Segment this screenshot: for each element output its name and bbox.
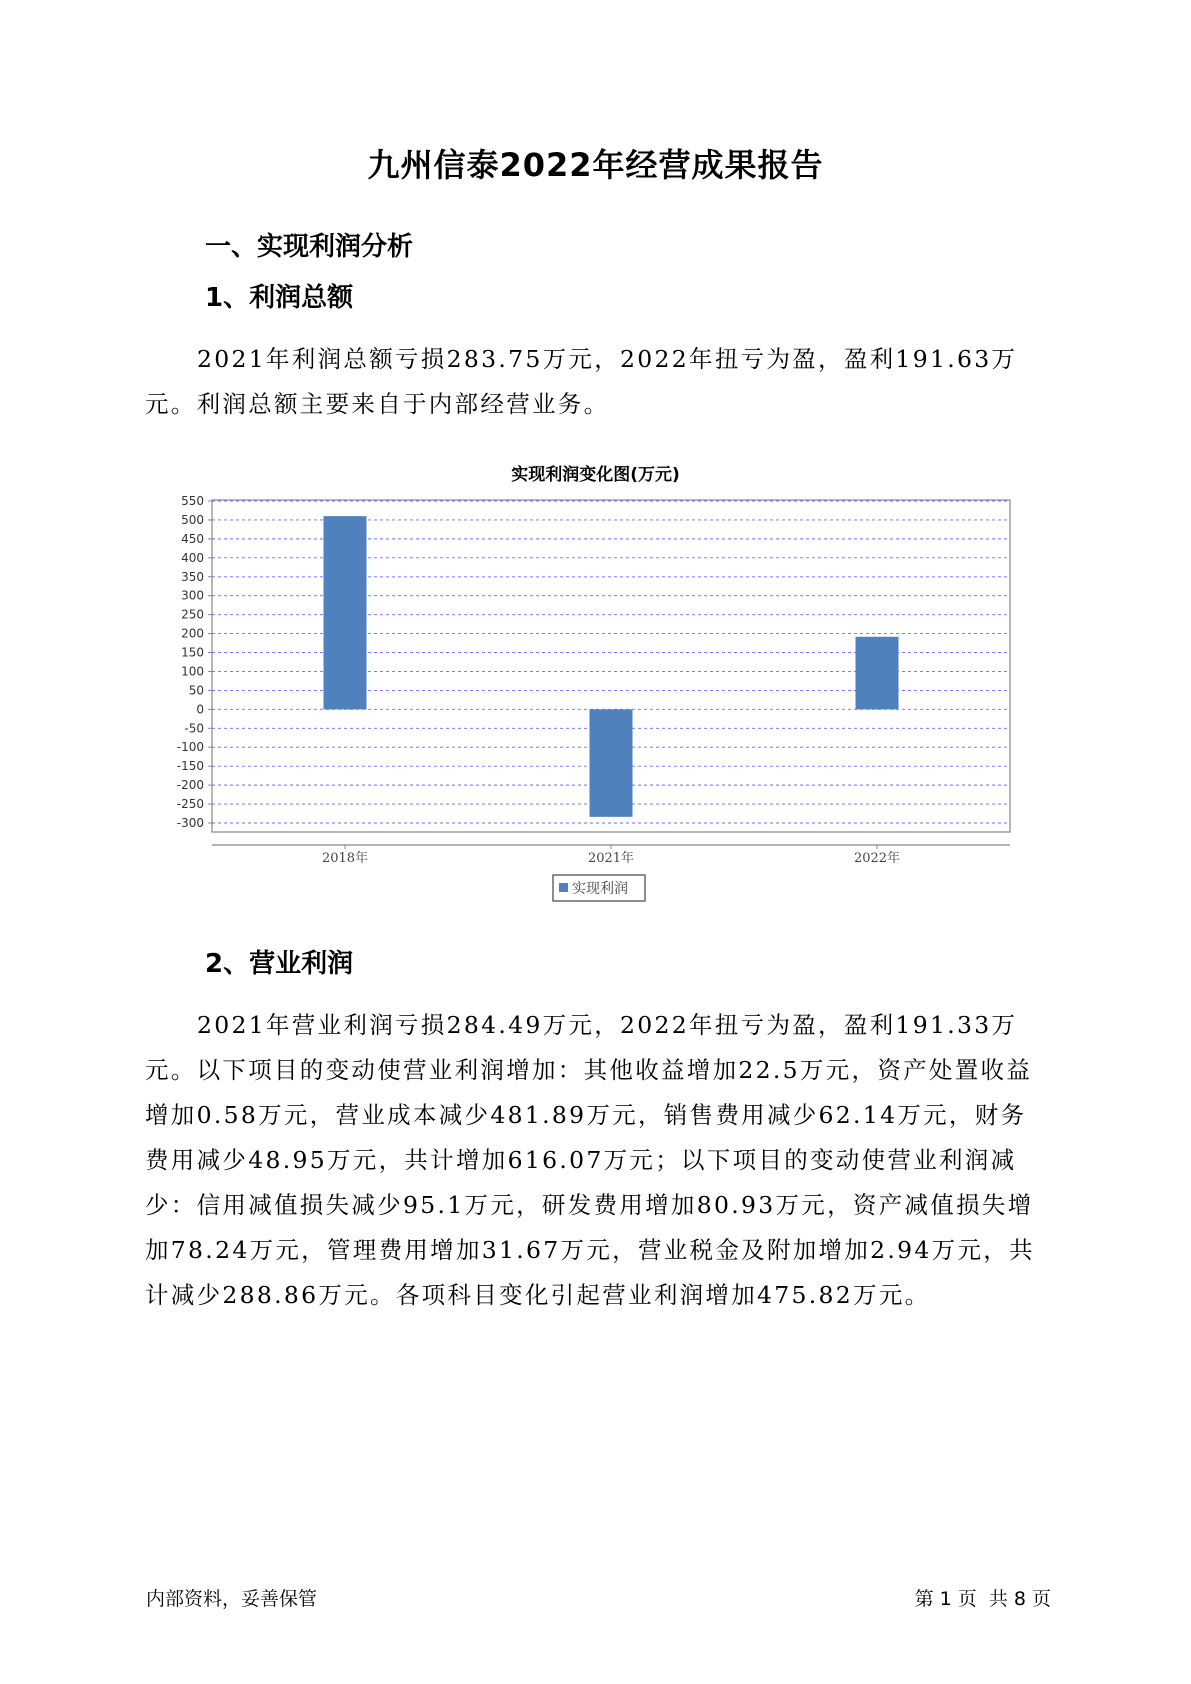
paragraph-operating-profit: 2021年营业利润亏损284.49万元，2022年扭亏为盈，盈利191.33万元。以下项目的变动使营业利润增加：其他收益增加22.5万元，资产处置收益增加0.58万元，营业成本减少481.89万元，销售费用减少62.14万元，财务费用减少48.95万元，共计增加616.07万元；以下项目的变动使营业利润减少：信用减值损失减少95.1万元，研发费用增加80.93万元，资产减值损失增加78.24万元，管理费用增加31.67万元，营业税金及附加增加2.94万元，共计减少288.86万元。各项科目变化引起营业利润增加475.82万元。 [145, 1011, 1035, 1309]
subsection-heading-total-profit: 1、利润总额 [205, 283, 354, 313]
y-tick-label: -150 [176, 759, 204, 774]
y-tick-label: 400 [181, 550, 204, 565]
bar [590, 709, 633, 816]
bar [324, 516, 367, 709]
y-tick-label: 300 [181, 588, 204, 603]
y-tick-label: 0 [196, 702, 204, 717]
y-tick-label: 250 [181, 607, 204, 622]
section-heading-profit-analysis: 一、实现利润分析 [205, 232, 414, 262]
report-title: 九州信泰2022年经营成果报告 [367, 146, 824, 184]
y-tick-label: 150 [181, 645, 204, 660]
bar [856, 637, 899, 710]
y-tick-label: 500 [181, 512, 204, 527]
y-tick-label: -300 [176, 816, 204, 830]
y-tick-label: 450 [181, 531, 204, 546]
y-tick-label: -100 [176, 740, 204, 755]
x-tick-label: 2018年 [321, 851, 369, 866]
chart-title: 实现利润变化图(万元) [511, 465, 680, 485]
paragraph-total-profit: 2021年利润总额亏损283.75万元，2022年扭亏为盈，盈利191.63万元。利润总额主要来自于内部经营业务。 [145, 345, 1018, 418]
y-tick-label: 200 [181, 626, 204, 641]
legend-swatch [559, 883, 568, 892]
y-tick-label: -250 [176, 797, 204, 812]
x-tick-label: 2022年 [853, 851, 901, 866]
y-tick-label: 550 [181, 494, 204, 508]
y-tick-label: -200 [176, 778, 204, 793]
y-tick-label: -50 [184, 721, 204, 736]
y-tick-label: 100 [181, 664, 204, 679]
x-tick-label: 2021年 [587, 851, 635, 866]
footer-confidential-note: 内部资料，妥善保管 [146, 1588, 318, 1610]
subsection-heading-operating-profit: 2、营业利润 [205, 949, 354, 979]
y-tick-label: 350 [181, 569, 204, 584]
y-tick-label: 50 [188, 683, 204, 698]
footer-page-number: 第 1 页 共 8 页 [914, 1588, 1051, 1610]
legend-label: 实现利润 [572, 881, 628, 897]
